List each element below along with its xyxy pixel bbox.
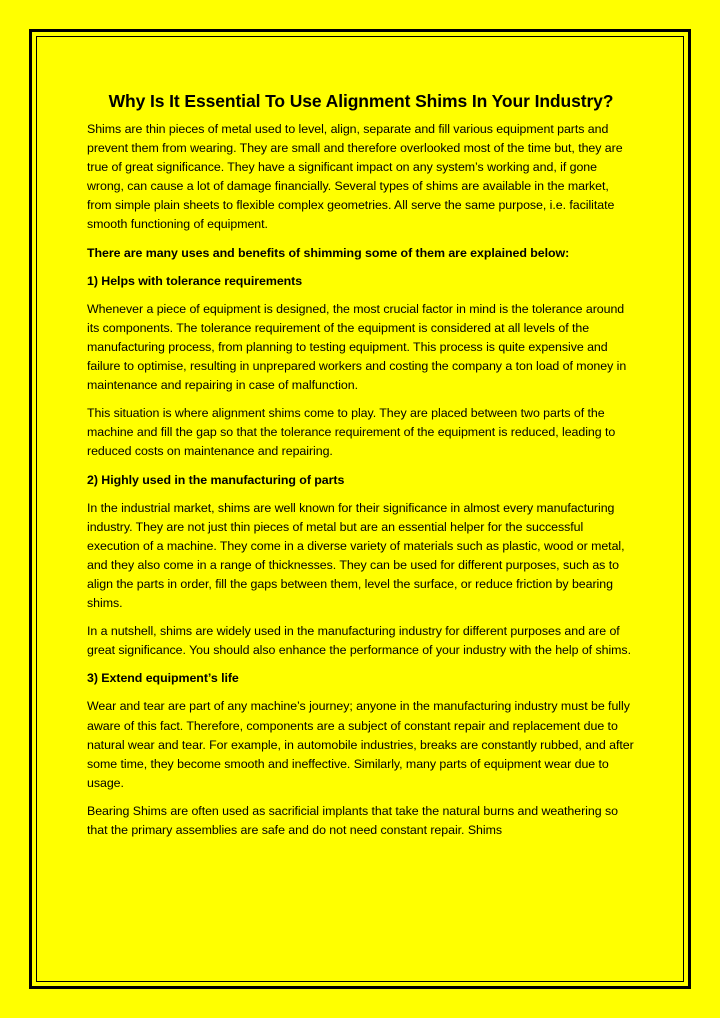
section-2-heading: 2) Highly used in the manufacturing of parts bbox=[87, 472, 345, 487]
lead-heading: There are many uses and benefits of shimming some of them are explained below: bbox=[87, 245, 570, 260]
section-2-paragraph-2: In a nutshell, shims are widely used in the manufacturing industry for different purposes and are of great significance. You should also enhance the performance of your industry with the help of shims. bbox=[87, 624, 631, 658]
section-2-paragraph-1: In the industrial market, shims are well known for their significance in almost every manufacturing industry. They are not just thin pieces of metal but are an essential helper for the successful execution of a machine. They come in a diverse variety of materials such as plastic, wood or metal, and they also come in a range of thicknesses. They can be used for different purposes, such as to align the parts in order, fill the gaps between them, level the surface, or reduce friction by bearing shims. bbox=[87, 500, 625, 611]
section-3-paragraph-2: Bearing Shims are often used as sacrificial implants that take the natural burns and weathering so that the primary assemblies are safe and do not need constant repair. Shims bbox=[87, 803, 618, 837]
document-title: Why Is It Essential To Use Alignment Shims In Your Industry? bbox=[108, 91, 614, 111]
document-content bbox=[87, 88, 635, 849]
section-1-paragraph-1: Whenever a piece of equipment is designed, the most crucial factor in mind is the tolerance around its components. The tolerance requirement of the equipment is considered at all levels of the manufacturing process, from planning to testing equipment. This process is quite expensive and failure to optimise, resulting in unprepared workers and costing the company a ton load of money in maintenance and repairing in case of malfunction. bbox=[87, 301, 627, 393]
intro-paragraph: Shims are thin pieces of metal used to level, align, separate and fill various equipment parts and prevent them from wearing. They are small and therefore overlooked most of the time but, they are true of great significance. They have a significant impact on any system’s working and, if gone wrong, can cause a lot of damage financially. Several types of shims are available in the market, from simple plain sheets to flexible complex geometries. All serve the same purpose, i.e. facilitate smooth functioning of equipment. bbox=[87, 122, 623, 232]
section-3-paragraph-1: Wear and tear are part of any machine’s journey; anyone in the manufacturing industry must be fully aware of this fact. Therefore, components are a subject of constant repair and replacement due to natural wear and tear. For example, in automobile industries, breaks are constantly rubbed, and after some time, they become smooth and ineffective. Similarly, many parts of equipment wear due to usage. bbox=[87, 699, 634, 790]
section-3-heading: 3) Extend equipment’s life bbox=[87, 671, 239, 686]
section-1-heading: 1) Helps with tolerance requirements bbox=[87, 273, 303, 288]
section-1-paragraph-2: This situation is where alignment shims come to play. They are placed between two parts of the machine and fill the gap so that the tolerance requirement of the equipment is reduced, leading to reduced costs on maintenance and repairing. bbox=[87, 406, 616, 459]
